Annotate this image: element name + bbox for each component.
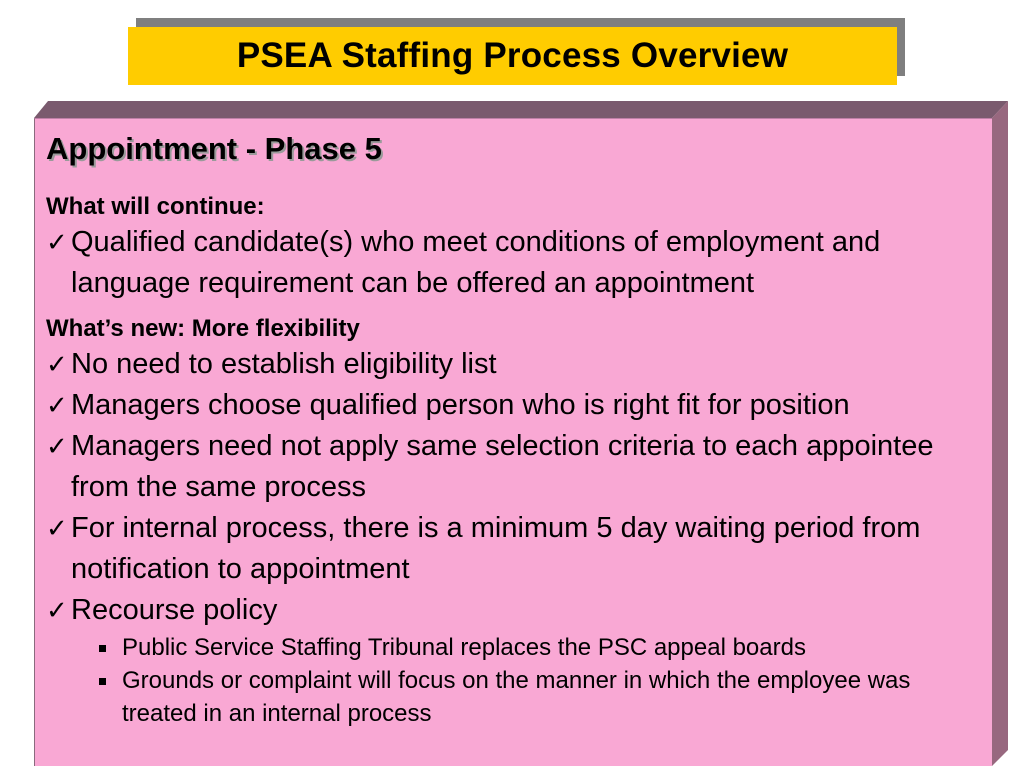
new-item	[46, 385, 986, 426]
checkmark-icon: ✓	[46, 595, 68, 625]
square-bullet-icon	[99, 678, 106, 685]
panel-top-bevel	[34, 101, 1008, 118]
continue-item	[46, 222, 986, 304]
recourse-item	[46, 631, 986, 664]
panel-side-bevel	[992, 101, 1008, 766]
square-bullet-icon	[99, 645, 106, 652]
checkmark-icon: ✓	[46, 390, 68, 420]
new-item	[46, 590, 986, 631]
checkmark-icon: ✓	[46, 349, 68, 379]
recourse-item-text: Grounds or complaint will focus on the manner in which the employee was treated in an internal process	[122, 667, 911, 727]
new-item-text: For internal process, there is a minimum 5 day waiting period from notification to appointment	[71, 512, 921, 585]
checkmark-icon: ✓	[46, 227, 68, 257]
new-item	[46, 426, 986, 508]
continue-heading: What will continue:	[46, 193, 265, 220]
new-item-text: Managers choose qualified person who is right fit for position	[71, 389, 850, 421]
phase-heading: Appointment - Phase 5	[46, 131, 382, 166]
new-item	[46, 344, 986, 385]
new-item-text: Managers need not apply same selection criteria to each appointee from the same process	[71, 430, 934, 503]
slide-title: PSEA Staffing Process Overview	[236, 36, 789, 75]
new-heading: What’s new: More flexibility	[46, 315, 360, 342]
continue-item-text: Qualified candidate(s) who meet conditions of employment and language requirement can be offered an appointment	[71, 226, 881, 299]
checkmark-icon: ✓	[46, 431, 68, 461]
panel-content	[46, 128, 986, 730]
new-item	[46, 508, 986, 590]
checkmark-icon: ✓	[46, 513, 68, 543]
new-item-text: No need to establish eligibility list	[71, 348, 497, 380]
recourse-item-text: Public Service Staffing Tribunal replaces the PSC appeal boards	[122, 634, 806, 661]
new-item-text: Recourse policy	[71, 594, 278, 626]
recourse-item	[46, 664, 986, 730]
